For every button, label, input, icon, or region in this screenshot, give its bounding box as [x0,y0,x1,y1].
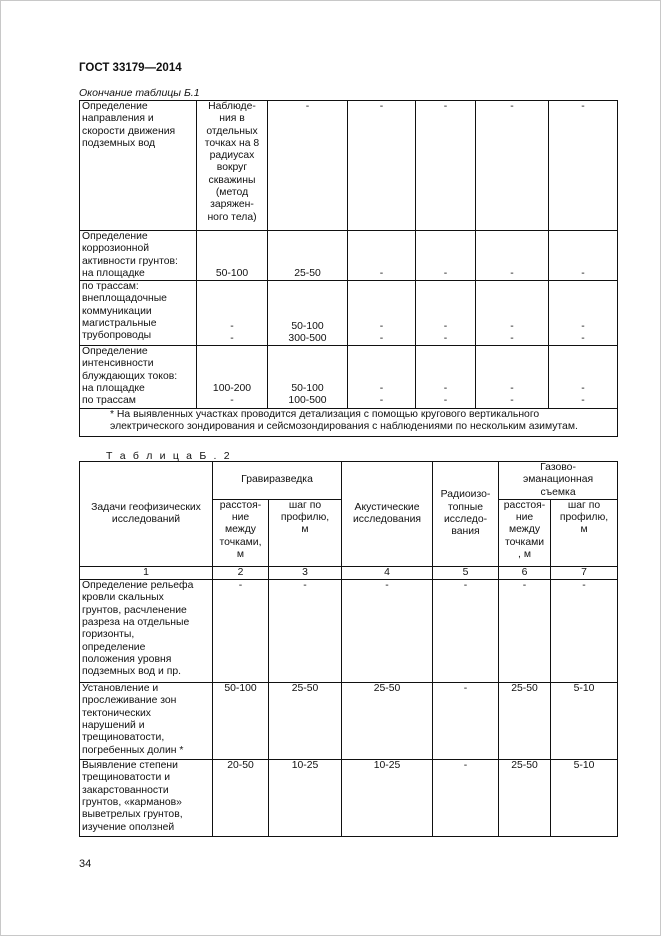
table-header-row [80,462,618,500]
table-b1-continuation [79,100,618,437]
column-number: 5 [433,566,499,579]
value-cell: - [213,580,269,683]
header-gravimetry: Гравиразведка [213,462,342,500]
table-row [80,683,618,760]
table-b1-caption: Окончание таблицы Б.1 [79,87,200,99]
table-row [80,281,618,346]
value-cell: - - [476,281,549,346]
value-cell: - [433,760,499,837]
value-cell: - - [549,281,618,346]
value-cell: 25-50 [499,760,551,837]
value-cell: 50-100 [213,683,269,760]
value-cell: - - [197,281,268,346]
table-row [80,580,618,683]
table-b2-caption: Т а б л и ц а Б . 2 [106,450,232,462]
value-cell: - [348,231,416,281]
value-cell: - - [416,346,476,408]
task-cell: Выявление степени трещиноватости и закарстованности грунтов, «карманов» выветрелых грунтов, изучение оползней [80,760,213,837]
task-cell: Установление и прослеживание зон тектонических нарушений и трещиноватости, погребенных долин * [80,683,213,760]
value-cell: - [269,580,342,683]
task-cell: Определение коррозионной активности грунтов: на площадке [80,231,197,281]
header-radioisotope: Радиоизо- топные исследо- вания [433,462,499,567]
value-cell: - [499,580,551,683]
column-number-row [80,566,618,579]
value-cell: - [433,580,499,683]
value-cell: 25-50 [269,683,342,760]
table-row [80,760,618,837]
value-cell: - [551,580,618,683]
task-cell: Определение рельефа кровли скальных грунтов, расчленение разреза на отдельные горизонты, определение положения уровня подземных вод и пр. [80,580,213,683]
value-cell: 25-50 [268,231,348,281]
column-number: 2 [213,566,269,579]
column-number: 4 [342,566,433,579]
value-cell: - [549,231,618,281]
column-number: 6 [499,566,551,579]
header-gas-distance: расстоя- ние между точками , м [499,499,551,566]
header-gas-emanation: Газово- эманационная съемка [499,462,618,500]
table-footnote: * На выявленных участках проводится детализация с помощью кругового вертикального электрического зондирования и сейсмозондирования с наблюдениями по нескольким азимутам. [80,408,618,436]
header-grav-distance: расстоя- ние между точками, м [213,499,269,566]
task-cell: Определение направления и скорости движения подземных вод [80,101,197,231]
value-cell: 5-10 [551,683,618,760]
value-cell: 50-100 100-500 [268,346,348,408]
value-cell: 10-25 [269,760,342,837]
value-cell: Наблюде- ния в отдельных точках на 8 радиусах вокруг скважины (метод заряжен- ного тела) [197,101,268,231]
value-cell: - [342,580,433,683]
header-task: Задачи геофизических исследований [80,462,213,567]
value-cell: - [433,683,499,760]
header-gas-step: шаг по профилю, м [551,499,618,566]
table-row [80,101,618,231]
value-cell: - - [549,346,618,408]
value-cell: - - [416,281,476,346]
value-cell: - [348,101,416,231]
value-cell: - - [348,346,416,408]
task-cell: по трассам: внеплощадочные коммуникации магистральные трубопроводы [80,281,197,346]
standard-designation: ГОСТ 33179—2014 [79,62,182,74]
value-cell: 100-200 - [197,346,268,408]
table-row [80,231,618,281]
value-cell: - - [348,281,416,346]
header-acoustic: Акустические исследования [342,462,433,567]
value-cell: - [416,231,476,281]
table-row [80,346,618,408]
value-cell: - [476,231,549,281]
column-number: 7 [551,566,618,579]
task-cell: Определение интенсивности блуждающих токов: на площадке по трассам [80,346,197,408]
value-cell: 25-50 [499,683,551,760]
value-cell: 5-10 [551,760,618,837]
value-cell: - [476,101,549,231]
value-cell: 50-100 300-500 [268,281,348,346]
column-number: 3 [269,566,342,579]
value-cell: 10-25 [342,760,433,837]
table-footnote-row [80,408,618,436]
table-b2 [79,461,618,837]
value-cell: 20-50 [213,760,269,837]
value-cell: 25-50 [342,683,433,760]
page-number: 34 [79,858,92,870]
value-cell: 50-100 [197,231,268,281]
value-cell: - [549,101,618,231]
column-number: 1 [80,566,213,579]
value-cell: - [416,101,476,231]
header-grav-step: шаг по профилю, м [269,499,342,566]
value-cell: - [268,101,348,231]
value-cell: - - [476,346,549,408]
